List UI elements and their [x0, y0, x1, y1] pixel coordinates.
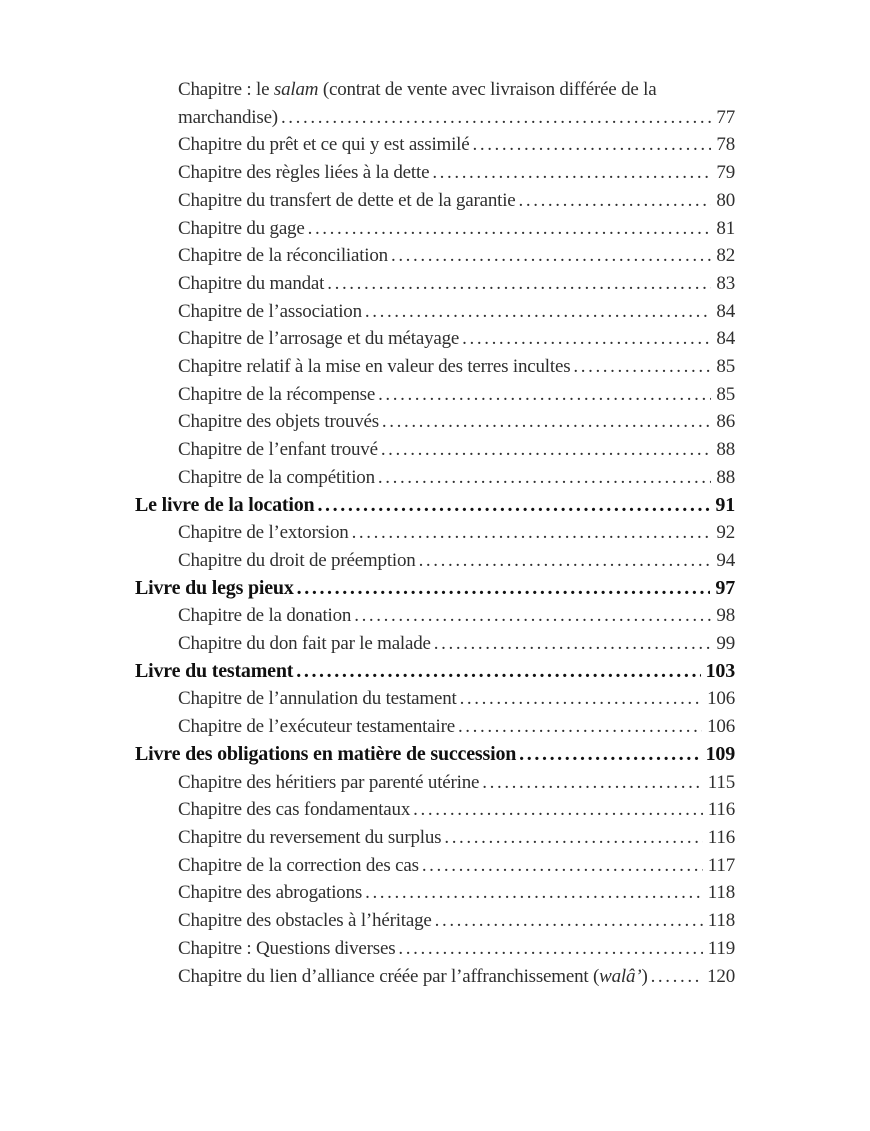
toc-entry-page-number: 99: [716, 633, 735, 655]
toc-entry-page-number: 79: [716, 162, 735, 184]
toc-entry-title: [178, 630, 431, 658]
toc-entry-title: [178, 270, 324, 298]
toc-entry-title: [178, 769, 479, 797]
toc-entry-title: [178, 464, 375, 492]
toc-entry-page-number: 91: [715, 493, 735, 516]
toc-entry-page-number: 85: [716, 383, 735, 405]
toc-chapter-entry: [135, 769, 735, 797]
dot-leader: [352, 519, 712, 547]
toc-title-text: Chapitre du droit de préemption: [178, 549, 416, 571]
toc-entry-title: [178, 408, 379, 436]
toc-chapter-entry: [135, 685, 735, 713]
toc-title-text: Livre du legs pieux: [135, 576, 294, 599]
toc-title-text: Chapitre : Questions diverses: [178, 937, 396, 959]
toc-entry-title: [178, 879, 362, 907]
toc-chapter-entry: [135, 547, 735, 575]
toc-chapter-entry: [135, 353, 735, 381]
toc-entry-title: [178, 547, 416, 575]
toc-title-text: Chapitre relatif à la mise en valeur des terres incultes: [178, 356, 571, 378]
toc-entry-page-number: 88: [716, 439, 735, 461]
toc-entry-title: [178, 852, 419, 880]
toc-title-text: Chapitre de la correction des cas: [178, 854, 419, 876]
toc-chapter-entry: [135, 602, 735, 630]
toc-chapter-entry: [135, 464, 735, 492]
dot-leader: [378, 381, 711, 409]
dot-leader: [391, 242, 711, 270]
toc-title-text: Chapitre de l’association: [178, 300, 362, 322]
dot-leader: [308, 215, 712, 243]
dot-leader: [422, 852, 703, 880]
dot-leader: [296, 658, 700, 686]
toc-chapter-entry: [135, 131, 735, 159]
dot-leader: [327, 270, 711, 298]
toc-entry-title: [135, 658, 293, 686]
toc-entry-page-number: 115: [707, 771, 735, 793]
toc-chapter-entry: [135, 159, 735, 187]
dot-leader: [519, 187, 712, 215]
dot-leader: [317, 492, 710, 520]
toc-title-text: Chapitre de l’arrosage et du métayage: [178, 328, 460, 350]
toc-entry-page-number: 84: [716, 328, 735, 350]
dot-leader: [365, 298, 712, 326]
toc-title-text: Chapitre du lien d’alliance créée par l’affranchissement (: [178, 965, 600, 987]
toc-entry-title: [178, 436, 378, 464]
toc-chapter-entry: [135, 76, 735, 104]
toc-entry-title: [178, 104, 278, 132]
toc-chapter-entry: [135, 187, 735, 215]
toc-entry-page-number: 81: [716, 217, 735, 239]
toc-entry-page-number: 106: [707, 716, 735, 738]
dot-leader: [365, 879, 703, 907]
toc-entry-title: [178, 602, 351, 630]
toc-chapter-entry: [135, 879, 735, 907]
toc-title-text: Chapitre des cas fondamentaux: [178, 799, 411, 821]
toc-title-text: Chapitre du gage: [178, 217, 305, 239]
toc-entry-page-number: 88: [716, 466, 735, 488]
toc-entry-page-number: 98: [716, 605, 735, 627]
toc-chapter-entry: [135, 713, 735, 741]
toc-entry-title: [178, 907, 432, 935]
toc-entry-title: [178, 935, 395, 963]
toc-book-entry: [135, 492, 735, 520]
toc-title-text: Chapitre de l’annulation du testament: [178, 688, 457, 710]
toc-chapter-entry: [135, 907, 735, 935]
toc-entry-title: [178, 713, 455, 741]
dot-leader: [460, 685, 703, 713]
toc-entry-title: [178, 963, 648, 991]
toc-title-text: Le livre de la location: [135, 493, 315, 516]
toc-entry-title: [178, 325, 459, 353]
toc-title-text: Chapitre de la réconciliation: [178, 245, 388, 267]
dot-leader: [382, 408, 711, 436]
toc-entry-page-number: 77: [716, 106, 735, 128]
toc-chapter-entry: [135, 270, 735, 298]
toc-title-text: ): [641, 965, 648, 987]
toc-title-text: Livre des obligations en matière de succession: [135, 742, 517, 765]
toc-entry-title: [135, 575, 294, 603]
toc-title-text: Chapitre de la donation: [178, 605, 352, 627]
toc-title-text: Chapitre du don fait par le malade: [178, 633, 431, 655]
toc-entry-page-number: 116: [707, 799, 735, 821]
toc-entry-title: [178, 131, 470, 159]
toc-entry-title: [178, 685, 457, 713]
toc-entry-page-number: 116: [707, 826, 735, 848]
toc-title-text: Chapitre de l’extorsion: [178, 522, 349, 544]
dot-leader: [458, 713, 702, 741]
dot-leader: [281, 104, 711, 132]
toc-entry-page-number: 97: [715, 576, 735, 599]
toc-entry-title: [178, 796, 410, 824]
dot-leader: [651, 963, 703, 991]
toc-title-text: Chapitre de la récompense: [178, 383, 376, 405]
toc-title-text: (contrat de vente avec livraison différée de la: [318, 79, 657, 100]
toc-chapter-entry: [135, 519, 735, 547]
toc-title-text: Chapitre de l’exécuteur testamentaire: [178, 716, 455, 738]
toc-entry-page-number: 118: [707, 910, 735, 932]
dot-leader: [573, 353, 711, 381]
dot-leader: [297, 575, 711, 603]
toc-title-text: Chapitre des abrogations: [178, 882, 363, 904]
dot-leader: [462, 325, 711, 353]
toc-title-text: Chapitre de la compétition: [178, 466, 375, 488]
toc-title-text: Chapitre du transfert de dette et de la garantie: [178, 189, 516, 211]
dot-leader: [519, 741, 700, 769]
toc-entry-title: [178, 76, 657, 104]
toc-entry-title: [135, 741, 516, 769]
dot-leader: [354, 602, 711, 630]
toc-chapter-entry: [135, 935, 735, 963]
toc-entry-page-number: 86: [716, 411, 735, 433]
toc-title-italic-term: salam: [273, 79, 319, 100]
toc-chapter-entry: [135, 215, 735, 243]
toc-entry-page-number: 92: [716, 522, 735, 544]
toc-title-text: Chapitre : le: [178, 79, 274, 100]
toc-entry-page-number: 82: [716, 245, 735, 267]
dot-leader: [435, 907, 703, 935]
toc-chapter-entry: [135, 852, 735, 880]
toc-title-text: Chapitre du prêt et ce qui y est assimilé: [178, 134, 470, 156]
toc-book-entry: [135, 575, 735, 603]
toc-book-entry: [135, 658, 735, 686]
toc-book-entry: [135, 741, 735, 769]
toc-entry-title: [178, 519, 349, 547]
toc-chapter-entry: [135, 381, 735, 409]
toc-title-text: Chapitre du mandat: [178, 272, 325, 294]
toc-entry-page-number: 80: [716, 189, 735, 211]
toc-entry-title: [135, 492, 314, 520]
toc-chapter-entry: [135, 325, 735, 353]
dot-leader: [413, 796, 703, 824]
toc-entry-page-number: 78: [716, 134, 735, 156]
toc-entry-title: [178, 824, 441, 852]
dot-leader: [381, 436, 712, 464]
toc-chapter-entry: [135, 242, 735, 270]
toc-entry-page-number: 84: [716, 300, 735, 322]
toc-entry-title: [178, 159, 429, 187]
toc-entry-page-number: 85: [716, 356, 735, 378]
toc-entry-page-number: 83: [716, 272, 735, 294]
toc-entry-title: [178, 187, 516, 215]
toc-title-text: Chapitre des obstacles à l’héritage: [178, 910, 432, 932]
toc-title-text: Chapitre des règles liées à la dette: [178, 162, 430, 184]
toc-entry-continuation: [135, 104, 735, 132]
toc-title-text: marchandise): [178, 106, 278, 128]
toc-chapter-entry: [135, 824, 735, 852]
dot-leader: [482, 769, 703, 797]
toc-entry-title: [178, 353, 570, 381]
toc-entry-page-number: 103: [705, 659, 735, 682]
toc-entry-title: [178, 215, 305, 243]
toc-list: [135, 76, 735, 990]
toc-chapter-entry: [135, 796, 735, 824]
toc-title-text: Chapitre des héritiers par parenté utérine: [178, 771, 480, 793]
toc-entry-page-number: 117: [707, 854, 735, 876]
toc-entry-page-number: 120: [707, 965, 735, 987]
toc-entry-page-number: 118: [707, 882, 735, 904]
dot-leader: [444, 824, 702, 852]
toc-entry-title: [178, 242, 388, 270]
toc-entry-title: [178, 381, 375, 409]
toc-title-italic-term: walâ’: [599, 965, 642, 987]
toc-chapter-entry: [135, 630, 735, 658]
dot-leader: [432, 159, 711, 187]
toc-title-text: Livre du testament: [135, 659, 294, 682]
dot-leader: [473, 131, 712, 159]
toc-chapter-entry: [135, 298, 735, 326]
toc-chapter-entry: [135, 408, 735, 436]
toc-entry-page-number: 109: [705, 742, 735, 765]
table-of-contents: [135, 76, 735, 990]
toc-chapter-entry: [135, 436, 735, 464]
toc-title-text: Chapitre des objets trouvés: [178, 411, 379, 433]
toc-entry-title: [178, 298, 362, 326]
toc-entry-page-number: 119: [707, 937, 735, 959]
toc-entry-page-number: 94: [716, 549, 735, 571]
toc-chapter-entry: [135, 963, 735, 991]
toc-title-text: Chapitre du reversement du surplus: [178, 826, 442, 848]
dot-leader: [419, 547, 712, 575]
dot-leader: [398, 935, 702, 963]
dot-leader: [378, 464, 712, 492]
toc-entry-page-number: 106: [707, 688, 735, 710]
toc-title-text: Chapitre de l’enfant trouvé: [178, 439, 378, 461]
dot-leader: [434, 630, 712, 658]
